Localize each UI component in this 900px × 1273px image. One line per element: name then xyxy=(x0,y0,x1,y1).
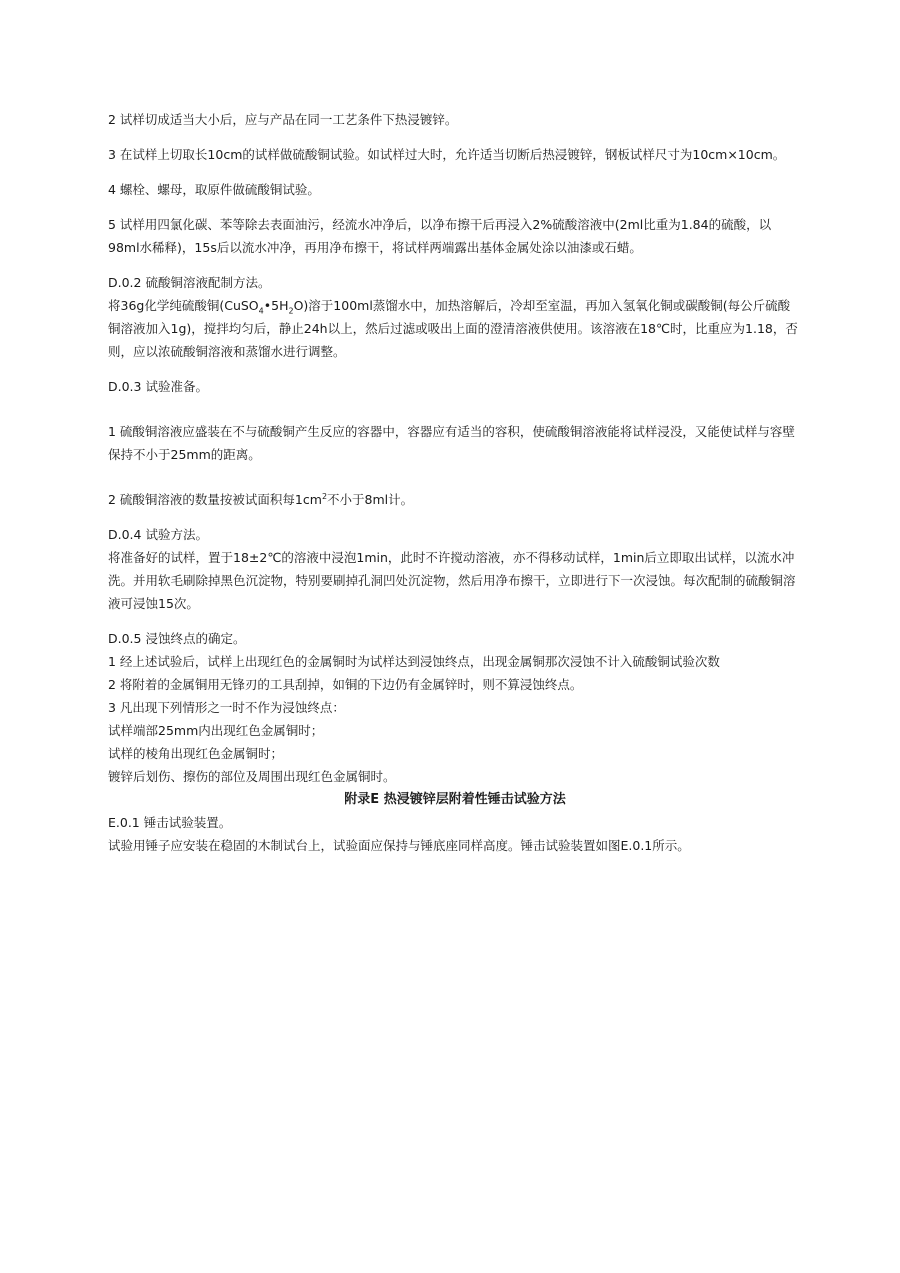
appendix-e-title: 附录E 热浸镀锌层附着性锤击试验方法 xyxy=(344,792,566,807)
d02-text-b: •5H xyxy=(263,298,289,313)
spacer xyxy=(108,166,802,178)
spacer xyxy=(108,466,802,488)
d01-item-2: 2 试样切成适当大小后，应与产品在同一工艺条件下热浸镀锌。 xyxy=(108,112,458,127)
d02-text-c: O)溶于100ml蒸馏水中，加热溶解后，冷却至室温，再加入氢氧化铜或碳酸铜(每公斤硫酸铜溶液加入1g)，搅拌均匀后，静止24h以上，然后过滤或吸出上面的澄清溶液供使用。该溶液在18℃时，比重应为1.18，否则，应以浓硫酸铜溶液和蒸馏水进行调整。 xyxy=(108,298,798,359)
d02-heading: D.0.2 硫酸铜溶液配制方法。 xyxy=(108,275,271,290)
spacer xyxy=(108,131,802,143)
spacer xyxy=(108,511,802,523)
d05-case-1: 试样端部25mm内出现红色金属铜时； xyxy=(108,723,324,738)
d05-item-2: 2 将附着的金属铜用无锋刃的工具刮掉，如铜的下边仍有金属锌时，则不算浸蚀终点。 xyxy=(108,677,583,692)
d05-heading: D.0.5 浸蚀终点的确定。 xyxy=(108,631,246,646)
d05-item-1: 1 经上述试验后，试样上出现红色的金属铜时为试样达到浸蚀终点，出现金属铜那次浸蚀不计入硫酸铜试验次数 xyxy=(108,654,720,669)
d03-item-2-text-a: 2 硫酸铜溶液的数量按被试面积每1cm xyxy=(108,492,322,507)
d04-paragraph: 将准备好的试样，置于18±2℃的溶液中浸泡1min，此时不许搅动溶液，亦不得移动试样，1min后立即取出试样，以流水冲洗。并用软毛刷除掉黑色沉淀物，特别要刷掉孔洞凹处沉淀物，然后用净布擦干，立即进行下一次浸蚀。每次配制的硫酸铜溶液可浸蚀15次。 xyxy=(108,550,796,611)
d03-item-2-text-b: 不小于8ml计。 xyxy=(327,492,414,507)
spacer xyxy=(108,201,802,213)
spacer xyxy=(108,363,802,375)
d01-item-5: 5 试样用四氯化碳、苯等除去表面油污，经流水冲净后，以净布擦干后再浸入2%硫酸溶液中(2ml比重为1.84的硫酸，以98ml水稀释)，15s后以流水冲净，再用净布擦干，将试样两端露出基体金属处涂以油漆或石蜡。 xyxy=(108,217,772,255)
spacer xyxy=(108,398,802,420)
d03-heading: D.0.3 试验准备。 xyxy=(108,379,208,394)
d05-case-3: 镀锌后划伤、擦伤的部位及周围出现红色金属铜时。 xyxy=(108,769,396,784)
d02-subscript-2: 2 xyxy=(288,306,294,316)
d02-subscript-4: 4 xyxy=(258,306,264,316)
d05-item-3: 3 凡出现下列情形之一时不作为浸蚀终点： xyxy=(108,700,345,715)
spacer xyxy=(108,615,802,627)
d01-item-3: 3 在试样上切取长10cm的试样做硫酸铜试验。如试样过大时，允许适当切断后热浸镀锌，钢板试样尺寸为10cm×10cm。 xyxy=(108,147,786,162)
d04-heading: D.0.4 试验方法。 xyxy=(108,527,208,542)
d01-item-4: 4 螺栓、螺母，取原件做硫酸铜试验。 xyxy=(108,182,320,197)
d03-superscript-2: 2 xyxy=(321,491,328,501)
d05-case-2: 试样的棱角出现红色金属铜时； xyxy=(108,746,284,761)
d02-paragraph xyxy=(108,294,802,363)
e01-heading: E.0.1 锤击试验装置。 xyxy=(108,815,232,830)
e01-paragraph: 试验用锤子应安装在稳固的木制试台上，试验面应保持与锤底座同样高度。锤击试验装置如图E.0.1所示。 xyxy=(108,838,690,853)
d02-text-a: 将36g化学纯硫酸铜(CuSO xyxy=(108,298,259,313)
document-page xyxy=(108,108,802,857)
d03-item-1: 1 硫酸铜溶液应盛装在不与硫酸铜产生反应的容器中，容器应有适当的容积，使硫酸铜溶液能将试样浸没，又能使试样与容壁保持不小于25mm的距离。 xyxy=(108,424,795,462)
d03-item-2 xyxy=(108,488,802,511)
spacer xyxy=(108,259,802,271)
